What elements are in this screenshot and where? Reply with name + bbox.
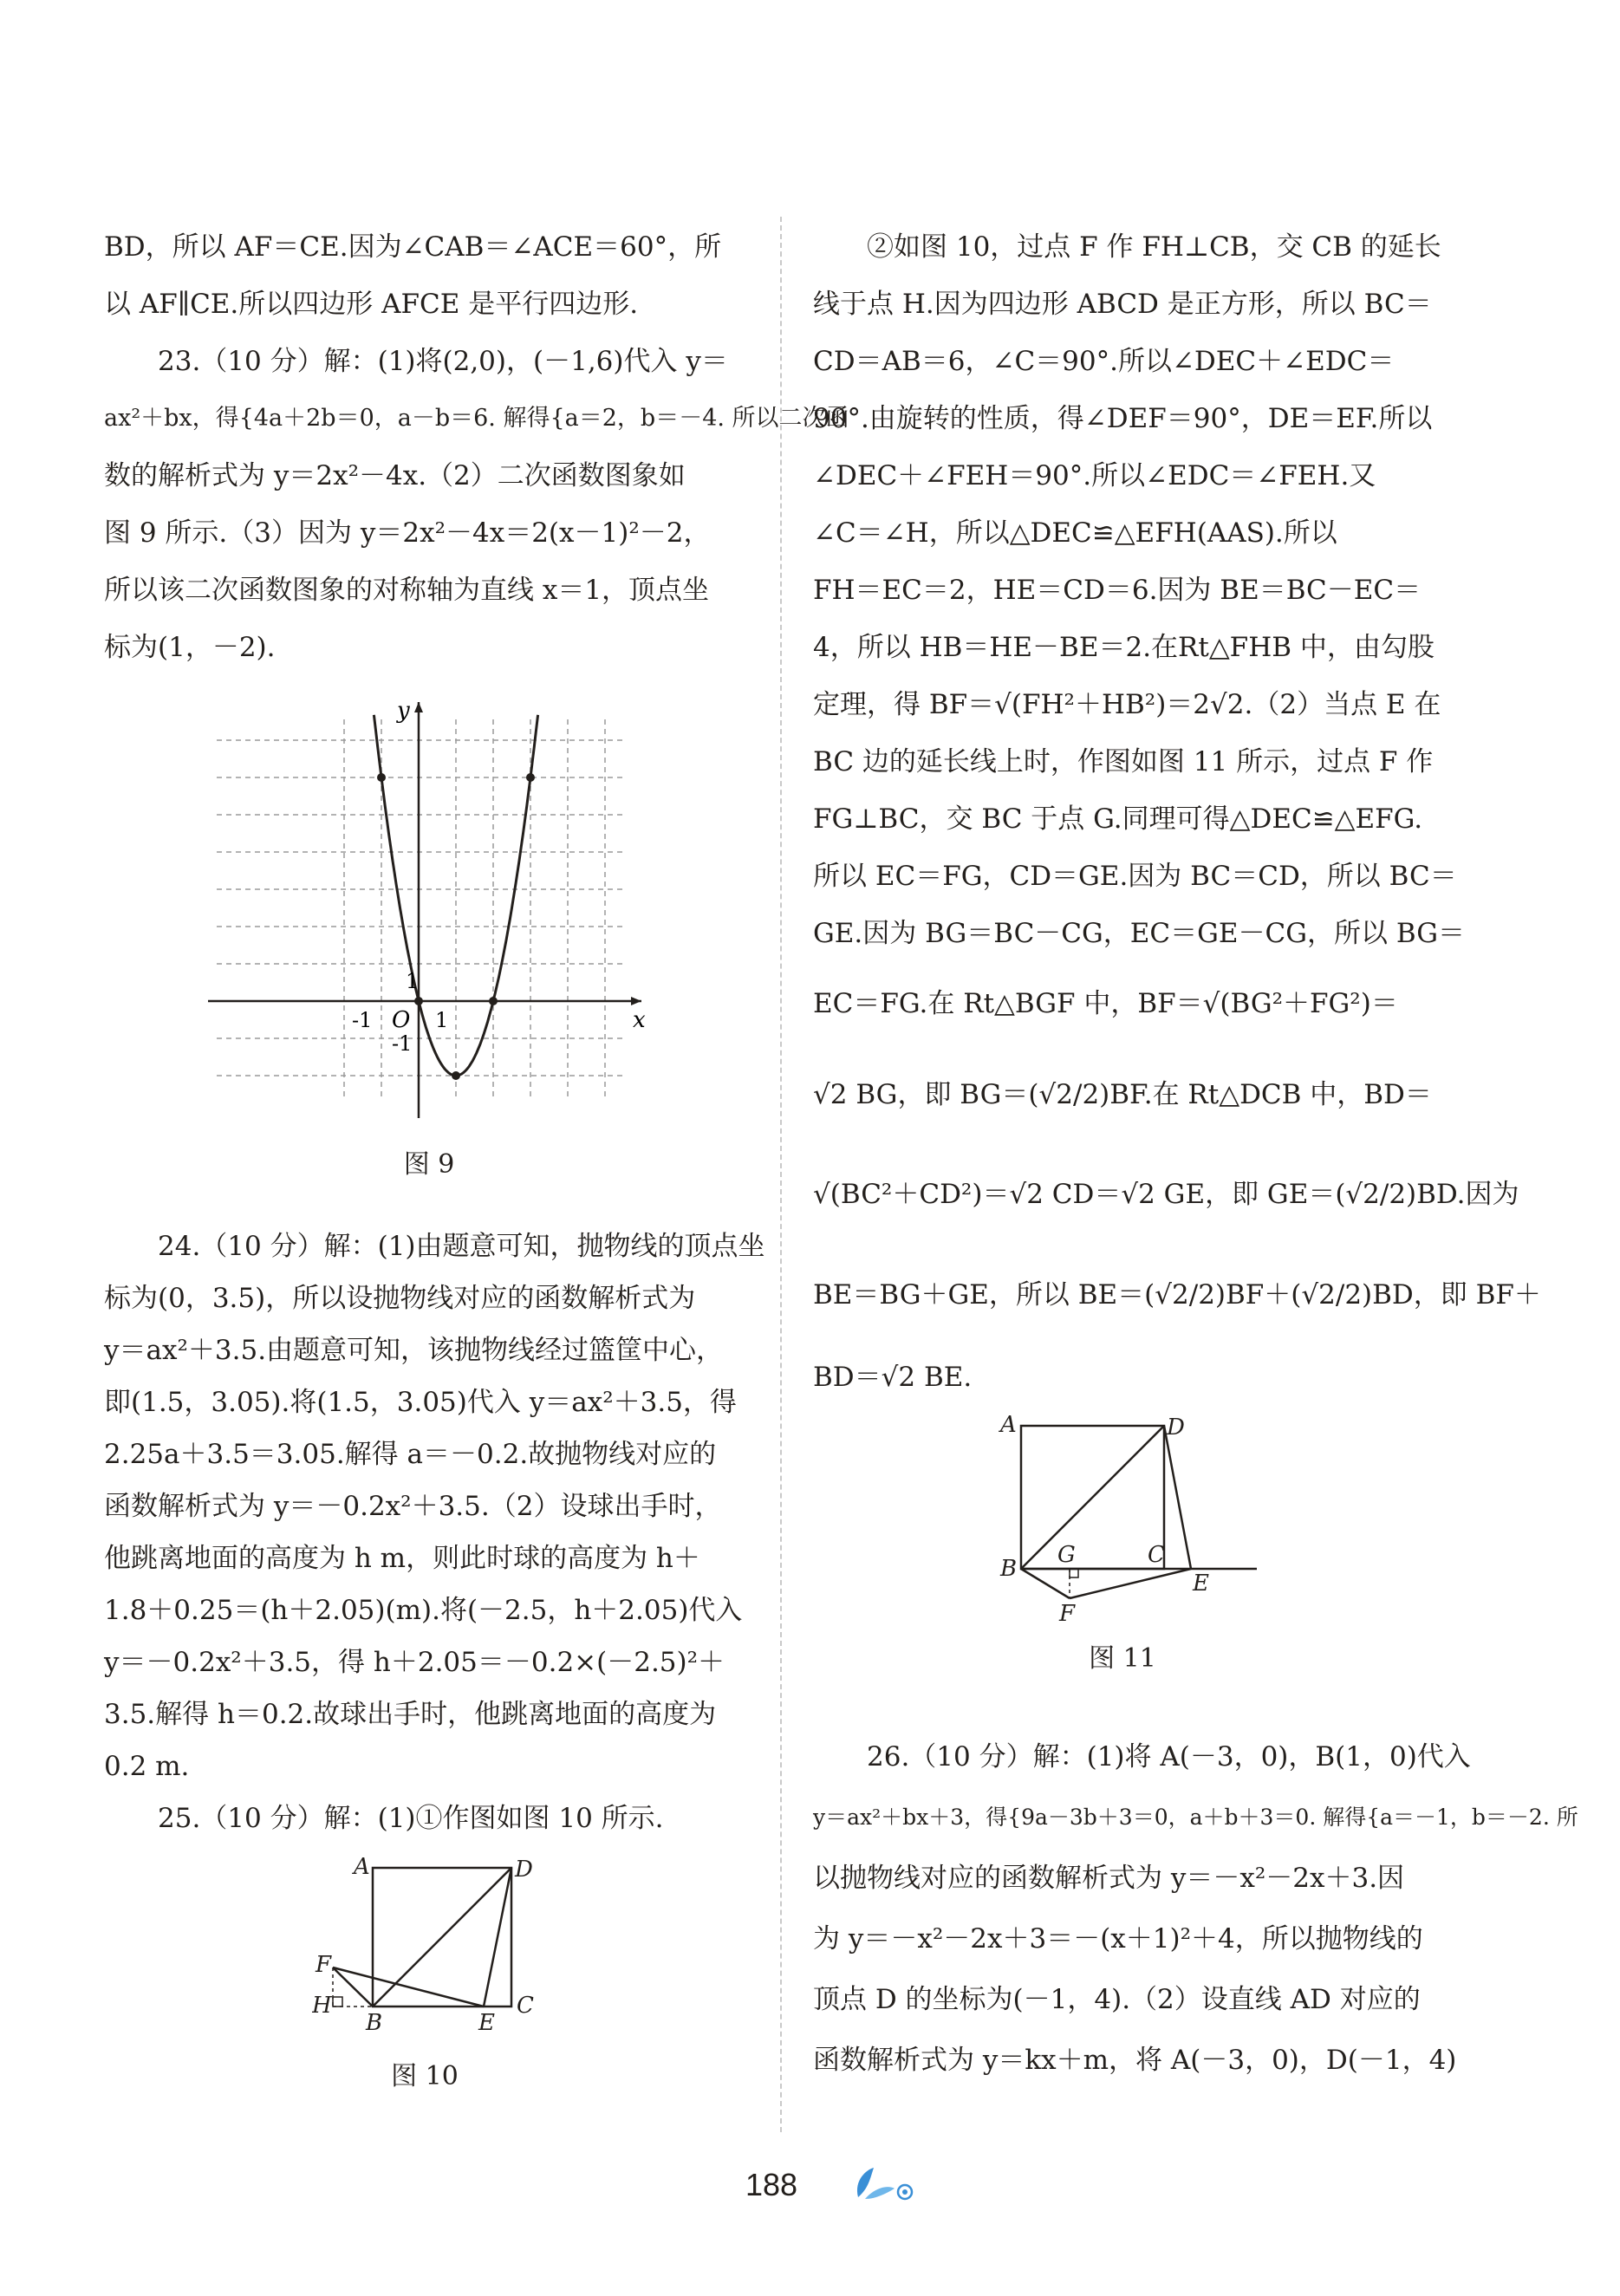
point-d-label: D — [1167, 1415, 1185, 1441]
text-line: CD＝AB＝6，∠C＝90°.所以∠DEC＋∠EDC＝ — [813, 346, 1395, 377]
text-line: 数的解析式为 y＝2x²－4x.（2）二次函数图象如 — [104, 460, 686, 491]
text-line: FG⊥BC，交 BC 于点 G.同理可得△DEC≌△EFG. — [813, 803, 1423, 835]
text-line: ax²＋bx，得{4a＋2b＝0，a－b＝6. 解得{a＝2，b＝－4. 所以二次函 — [104, 405, 849, 432]
point-c-label: C — [1148, 1542, 1165, 1568]
column-divider — [780, 217, 782, 2132]
parabola-point — [489, 997, 498, 1005]
point-f-label: F — [1059, 1601, 1076, 1627]
text-line: 顶点 D 的坐标为(－1，4).（2）设直线 AD 对应的 — [813, 1984, 1421, 2015]
point-e-label: E — [478, 2010, 495, 2036]
text-line: 标为(0，3.5)，所以设抛物线对应的函数解析式为 — [104, 1283, 696, 1314]
figure-10-caption: 图 10 — [391, 2061, 459, 2091]
y-tick-1: 1 — [406, 969, 420, 993]
text-line: 线于点 H.因为四边形 ABCD 是正方形，所以 BC＝ — [813, 289, 1432, 320]
parabola-point — [377, 773, 386, 782]
text-line: y＝－0.2x²＋3.5，得 h＋2.05＝－0.2×(－2.5)²＋ — [104, 1647, 725, 1678]
figure-9-caption: 图 9 — [403, 1149, 455, 1180]
origin-label: O — [392, 1007, 411, 1033]
text-line: 函数解析式为 y＝kx＋m，将 A(－3，0)，D(－1，4) — [813, 2045, 1457, 2076]
x-tick-neg1: -1 — [352, 1008, 373, 1032]
figure-9-parabola-graph — [199, 693, 650, 1127]
text-line: BE＝BG＋GE，所以 BE＝(√2/2)BF＋(√2/2)BD，即 BF＋ — [813, 1279, 1541, 1311]
parabola-point — [414, 997, 423, 1005]
point-g-label: G — [1057, 1542, 1076, 1568]
text-line: ∠DEC＋∠FEH＝90°.所以∠EDC＝∠FEH.又 — [813, 460, 1376, 491]
leaf-decoration-icon — [849, 2163, 919, 2206]
y-axis-label: y — [397, 698, 410, 724]
left-column-bottom — [104, 1220, 765, 1844]
x-tick-1: 1 — [435, 1008, 449, 1032]
text-line: EC＝FG.在 Rt△BGF 中，BF＝√(BG²＋FG²)＝ — [813, 988, 1398, 1019]
text-line: 以抛物线对应的函数解析式为 y＝－x²－2x＋3.因 — [813, 1863, 1405, 1894]
text-line: 25.（10 分）解：(1)①作图如图 10 所示. — [158, 1803, 664, 1834]
text-line: BD＝√2 BE. — [813, 1362, 973, 1393]
page-number: 188 — [745, 2167, 798, 2202]
text-line: 2.25a＋3.5＝3.05.解得 a＝－0.2.故抛物线对应的 — [104, 1439, 717, 1470]
text-line: 3.5.解得 h＝0.2.故球出手时，他跳离地面的高度为 — [104, 1699, 717, 1730]
text-line: 所以该二次函数图象的对称轴为直线 x＝1，顶点坐 — [104, 575, 710, 606]
point-a-label: A — [354, 1855, 370, 1880]
text-line: 为 y＝－x²－2x＋3＝－(x＋1)²＋4，所以抛物线的 — [813, 1923, 1423, 1955]
text-line: 4，所以 HB＝HE－BE＝2.在Rt△FHB 中，由勾股 — [813, 632, 1435, 663]
text-line: GE.因为 BG＝BC－CG，EC＝GE－CG，所以 BG＝ — [813, 918, 1465, 949]
text-line: 标为(1，－2). — [104, 632, 276, 663]
text-line: 90°.由旋转的性质，得∠DEF＝90°，DE＝EF.所以 — [813, 403, 1433, 434]
right-column-bottom — [813, 1727, 1578, 2091]
point-b-label: B — [1000, 1556, 1018, 1582]
text-line: 所以 EC＝FG，CD＝GE.因为 BC＝CD，所以 BC＝ — [813, 861, 1457, 892]
text-line: ∠C＝∠H，所以△DEC≌△EFH(AAS).所以 — [813, 517, 1337, 549]
text-line: 函数解析式为 y＝－0.2x²＋3.5.（2）设球出手时， — [104, 1491, 722, 1522]
right-column-top — [813, 218, 1541, 1409]
text-line: 以 AF∥CE.所以四边形 AFCE 是平行四边形. — [104, 289, 639, 320]
figure-10-square-diagram — [312, 1855, 555, 2037]
y-tick-neg1: -1 — [392, 1031, 413, 1056]
point-d-label: D — [515, 1857, 533, 1883]
parabola-point — [526, 773, 535, 782]
text-line: BC 边的延长线上时，作图如图 11 所示，过点 F 作 — [813, 746, 1434, 777]
text-line: 26.（10 分）解：(1)将 A(－3，0)，B(1，0)代入 — [867, 1741, 1471, 1772]
text-line: FH＝EC＝2，HE＝CD＝6.因为 BE＝BC－EC＝ — [813, 575, 1422, 606]
point-h-label: H — [312, 1993, 332, 2019]
text-line: 1.8＋0.25＝(h＋2.05)(m).将(－2.5，h＋2.05)代入 — [104, 1595, 743, 1626]
point-e-label: E — [1193, 1571, 1209, 1597]
text-line: 23.（10 分）解：(1)将(2,0)，(－1,6)代入 y＝ — [158, 346, 728, 377]
text-line: 0.2 m. — [104, 1751, 190, 1782]
text-line: ②如图 10，过点 F 作 FH⊥CB，交 CB 的延长 — [867, 231, 1441, 263]
text-line: y＝ax²＋3.5.由题意可知，该抛物线经过篮筐中心， — [104, 1335, 724, 1366]
text-line: 他跳离地面的高度为 h m，则此时球的高度为 h＋ — [104, 1543, 700, 1574]
text-line: √2 BG，即 BG＝(√2/2)BF.在 Rt△DCB 中，BD＝ — [813, 1079, 1432, 1110]
point-f-label: F — [316, 1952, 332, 1978]
text-line: 即(1.5，3.05).将(1.5，3.05)代入 y＝ax²＋3.5，得 — [104, 1387, 737, 1418]
figure-11-square-diagram — [997, 1413, 1265, 1629]
figure-11-caption: 图 11 — [1089, 1643, 1156, 1674]
x-axis-label: x — [633, 1007, 646, 1033]
point-c-label: C — [517, 1993, 534, 2019]
left-column-top — [104, 218, 849, 676]
text-line: BD，所以 AF＝CE.因为∠CAB＝∠ACE＝60°，所 — [104, 231, 722, 263]
text-line: y＝ax²＋bx＋3，得{9a－3b＋3＝0，a＋b＋3＝0. 解得{a＝－1，b＝－2. 所 — [813, 1805, 1578, 1830]
point-b-label: B — [366, 2010, 383, 2036]
text-line: 定理，得 BF＝√(FH²＋HB²)＝2√2.（2）当点 E 在 — [813, 689, 1441, 720]
parabola-point — [452, 1071, 460, 1080]
point-a-label: A — [1000, 1413, 1017, 1438]
text-line: 24.（10 分）解：(1)由题意可知，抛物线的顶点坐 — [158, 1231, 765, 1262]
text-line: 图 9 所示.（3）因为 y＝2x²－4x＝2(x－1)²－2， — [104, 517, 711, 549]
text-line: √(BC²＋CD²)＝√2 CD＝√2 GE，即 GE＝(√2/2)BD.因为 — [813, 1179, 1519, 1210]
